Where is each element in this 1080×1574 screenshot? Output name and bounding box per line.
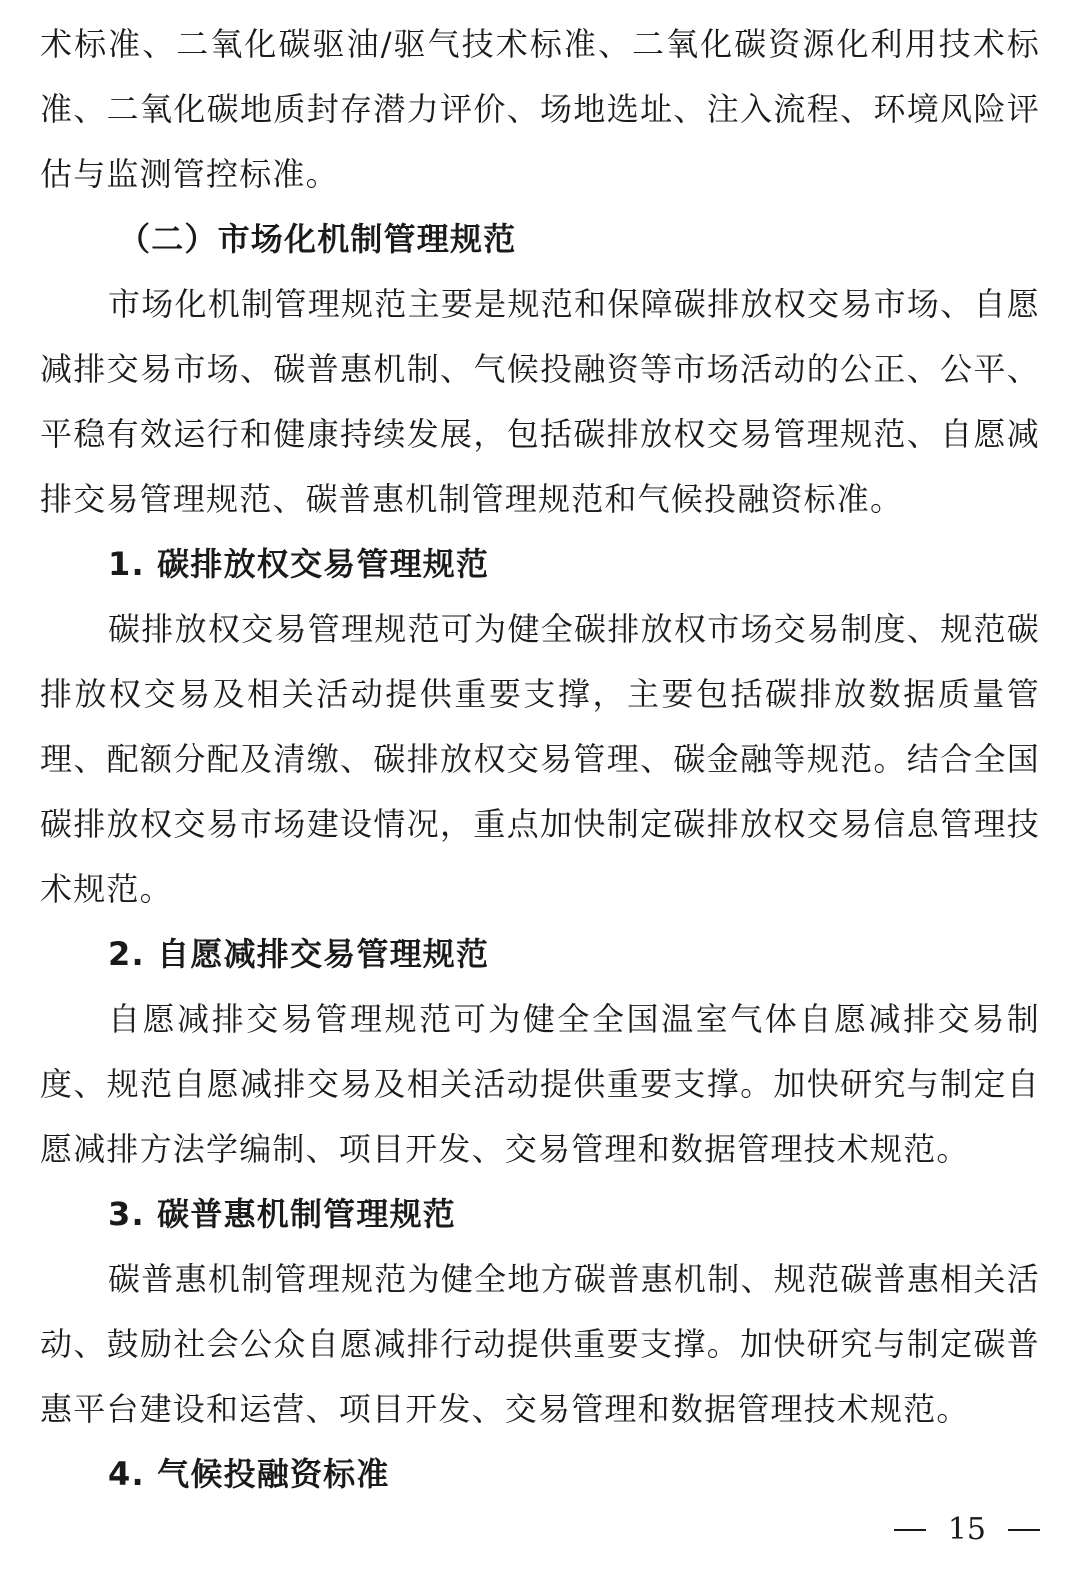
document-body — [40, 12, 1040, 1507]
paragraph-voluntary-reduction: 自愿减排交易管理规范可为健全全国温室气体自愿减排交易制度、规范自愿减排交易及相关活动提供重要支撑。加快研究与制定自愿减排方法学编制、项目开发、交易管理和数据管理技术规范。 — [40, 1000, 1040, 1168]
paragraph-market-mechanism-intro: 市场化机制管理规范主要是规范和保障碳排放权交易市场、自愿减排交易市场、碳普惠机制、气候投融资等市场活动的公正、公平、平稳有效运行和健康持续发展，包括碳排放权交易管理规范、自愿减排交易管理规范、碳普惠机制管理规范和气候投融资标准。 — [40, 285, 1040, 518]
subheading-emission-trading: 1. 碳排放权交易管理规范 — [108, 545, 490, 583]
paragraph-emission-trading: 碳排放权交易管理规范可为健全碳排放权市场交易制度、规范碳排放权交易及相关活动提供重要支撑，主要包括碳排放数据质量管理、配额分配及清缴、碳排放权交易管理、碳金融等规范。结合全国碳排放权交易市场建设情况，重点加快制定碳排放权交易信息管理技术规范。 — [40, 610, 1040, 908]
footer-dash-right — [1008, 1529, 1040, 1531]
page-number: 15 — [947, 1512, 986, 1547]
footer-dash-left — [894, 1529, 926, 1531]
subheading-carbon-inclusion: 3. 碳普惠机制管理规范 — [108, 1195, 456, 1233]
page-footer — [894, 1508, 1040, 1552]
paragraph-standards-continued: 术标准、二氧化碳驱油/驱气技术标准、二氧化碳资源化利用技术标准、二氧化碳地质封存潜力评价、场地选址、注入流程、环境风险评估与监测管控标准。 — [40, 25, 1040, 193]
subheading-climate-finance: 4. 气候投融资标准 — [108, 1455, 390, 1493]
subheading-voluntary-reduction: 2. 自愿减排交易管理规范 — [108, 935, 490, 973]
paragraph-carbon-inclusion: 碳普惠机制管理规范为健全地方碳普惠机制、规范碳普惠相关活动、鼓励社会公众自愿减排行动提供重要支撑。加快研究与制定碳普惠平台建设和运营、项目开发、交易管理和数据管理技术规范。 — [40, 1260, 1040, 1428]
section-heading-market-mechanism: （二）市场化机制管理规范 — [118, 220, 517, 258]
